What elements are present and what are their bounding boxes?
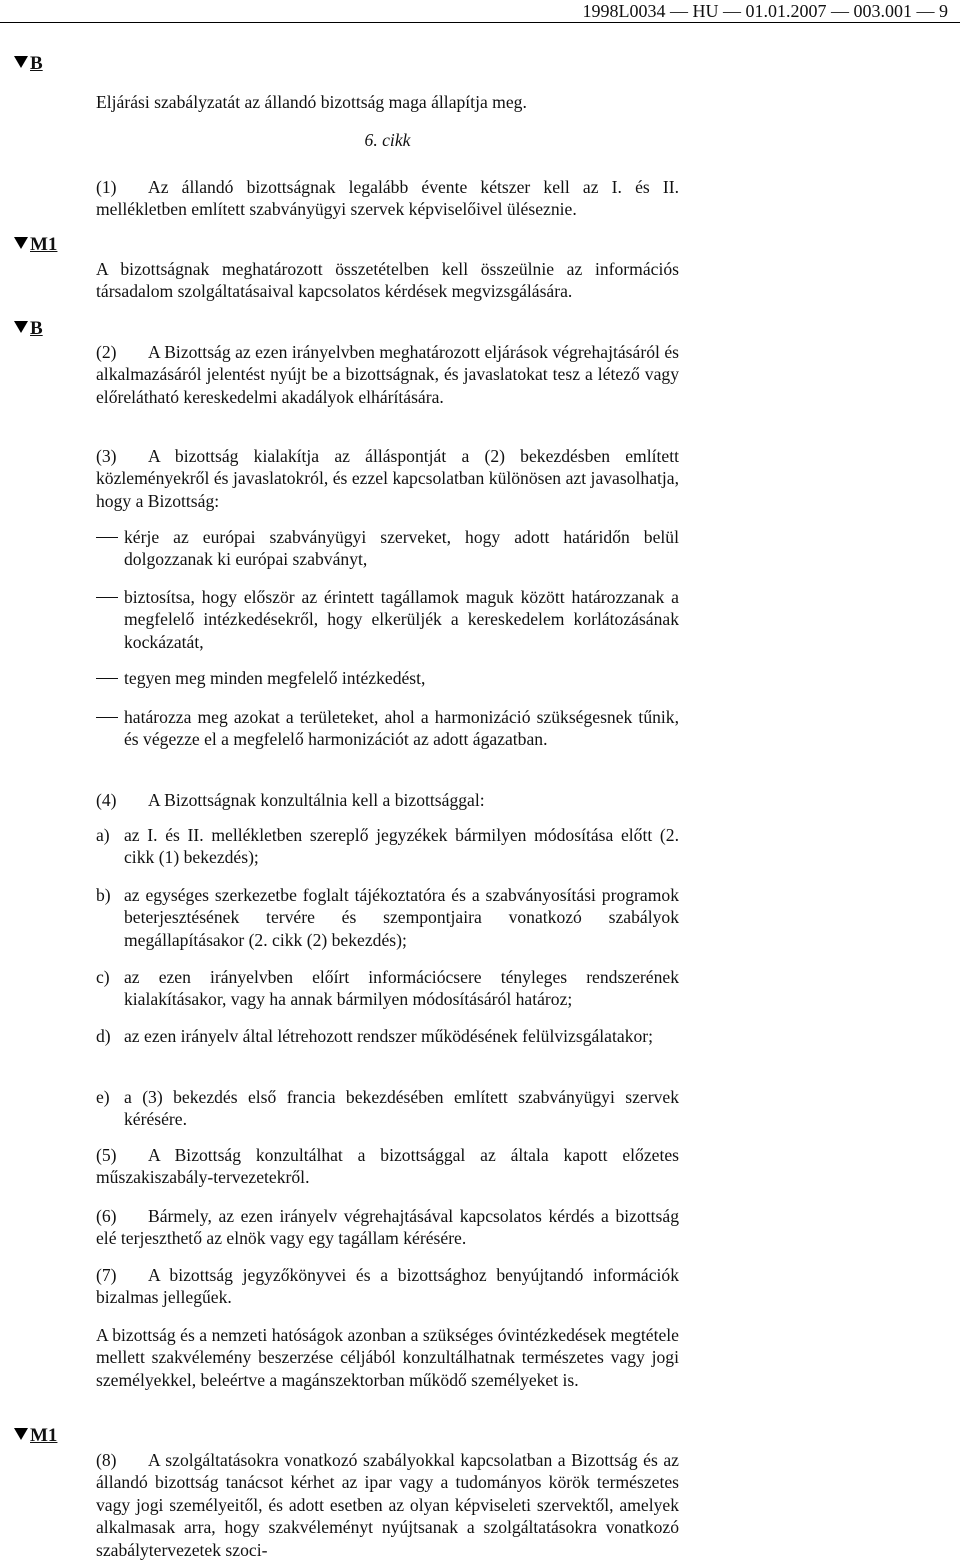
list-item-a: a) az I. és II. mellékletben szereplő jegyzékek bármilyen módosítása előtt (2. cikk (1) bekezdés); [96, 825, 679, 868]
em-dash-icon [96, 717, 118, 718]
em-dash-icon [96, 597, 118, 598]
paragraph-6: (6) Bármely, az ezen irányelv végrehajtásával kapcsolatos kérdés a bizottság elé terjeszthető az elnök vagy egy tagállam kérésére. [96, 1206, 679, 1249]
paragraph-procedural-rules: Eljárási szabályzatát az állandó bizottság maga állapítja meg. [96, 92, 527, 112]
amendment-marker-b: B [14, 53, 43, 75]
page-header [0, 0, 960, 23]
em-dash-icon [96, 537, 118, 538]
list-item-e: e) a (3) bekezdés első francia bekezdésében említett szabványügyi szervek kérésére. [96, 1087, 679, 1130]
triangle-down-icon [14, 1428, 28, 1440]
list-item-b: b) az egységes szerkezetbe foglalt tájékoztatóra és a szabványosítási programok beterjesztésének tervére és szempontjaira vonatkozó szabályok megállapításakor (2. cikk (2) bekezdés); [96, 885, 679, 950]
amendment-marker-m1: M1 [14, 234, 57, 256]
em-dash-icon [96, 678, 118, 679]
paragraph-7-continued: A bizottság és a nemzeti hatóságok azonban a szükséges óvintézkedések megtétele mellett szakvélemény beszerzése céljából konzultálhatnak természetes vagy jogi személyekkel, beleértve a magánszektorban működő személyeket is. [96, 1325, 679, 1390]
dash-list-item: tegyen meg minden megfelelő intézkedést, [96, 667, 679, 689]
paragraph-2: (2) A Bizottság az ezen irányelvben meghatározott eljárások végrehajtásáról és alkalmazásáról jelentést nyújt be a bizottságnak, és javaslatokat tesz a létező vagy előrelátható kereskedelmi akadályok elhárítására. [96, 342, 679, 407]
paragraph-5: (5) A Bizottság konzultálhat a bizottsággal az általa kapott előzetes műszakiszabály-tervezetekről. [96, 1145, 679, 1188]
triangle-down-icon [14, 237, 28, 249]
paragraph-3: (3) A bizottság kialakítja az álláspontját a (2) bekezdésben említett közleményekről és javaslatokról, és ezzel kapcsolatban különösen azt javasolhatja, hogy a Bizottság: [96, 446, 679, 511]
document-reference: 1998L0034 — HU — 01.01.2007 — 003.001 — 9 [582, 1, 948, 21]
paragraph-4: (4) A Bizottságnak konzultálnia kell a bizottsággal: [96, 790, 485, 810]
amendment-marker-m1: M1 [14, 1425, 57, 1447]
dash-list-item: kérje az európai szabványügyi szerveket, hogy adott határidőn belül dolgozzanak ki európai szabványt, [96, 526, 679, 571]
paragraph-7: (7) A bizottság jegyzőkönyvei és a bizottsághoz benyújtandó információk bizalmas jellegűek. [96, 1265, 679, 1308]
triangle-down-icon [14, 321, 28, 333]
list-item-c: c) az ezen irányelvben előírt információcsere tényleges rendszerének kialakításakor, vagy ha annak bármilyen módosításáról határoz; [96, 967, 679, 1010]
amendment-marker-b: B [14, 318, 43, 340]
dash-list-item: határozza meg azokat a területeket, ahol a harmonizáció szükségesnek tűnik, és végezze el a megfelelő harmonizációt az adott ágazatban. [96, 706, 679, 751]
list-item-d: d) az ezen irányelv által létrehozott rendszer működésének felülvizsgálatakor; [96, 1026, 654, 1046]
paragraph-1: (1) Az állandó bizottságnak legalább évente kétszer kell az I. és II. mellékletben említett szabványügyi szervek képviselőivel üléseznie. [96, 177, 679, 220]
dash-list-item: biztosítsa, hogy először az érintett tagállamok maguk között határozzanak a megfelelő intézkedésekről, hogy elkerüljék a kereskedelem korlátozásának kockázatát, [96, 586, 679, 653]
paragraph-8: (8) A szolgáltatásokra vonatkozó szabályokkal kapcsolatban a Bizottság és az állandó bizottság tanácsot kérhet az ipar vagy a tudományos körök természetes vagy jogi személyeitől, és adott esetben az olyan képviseleti szervektől, amelyek alkalmasak arra, hogy szakvéleményt nyújtsanak a szolgáltatásokra vonatkozó szabálytervezetek szoci- [96, 1450, 679, 1560]
paragraph-1-amendment: A bizottságnak meghatározott összetételben kell összeülnie az információs társadalom szolgáltatásaival kapcsolatos kérdések megvizsgálására. [96, 259, 679, 302]
triangle-down-icon [14, 56, 28, 68]
article-title: 6. cikk [364, 130, 411, 150]
